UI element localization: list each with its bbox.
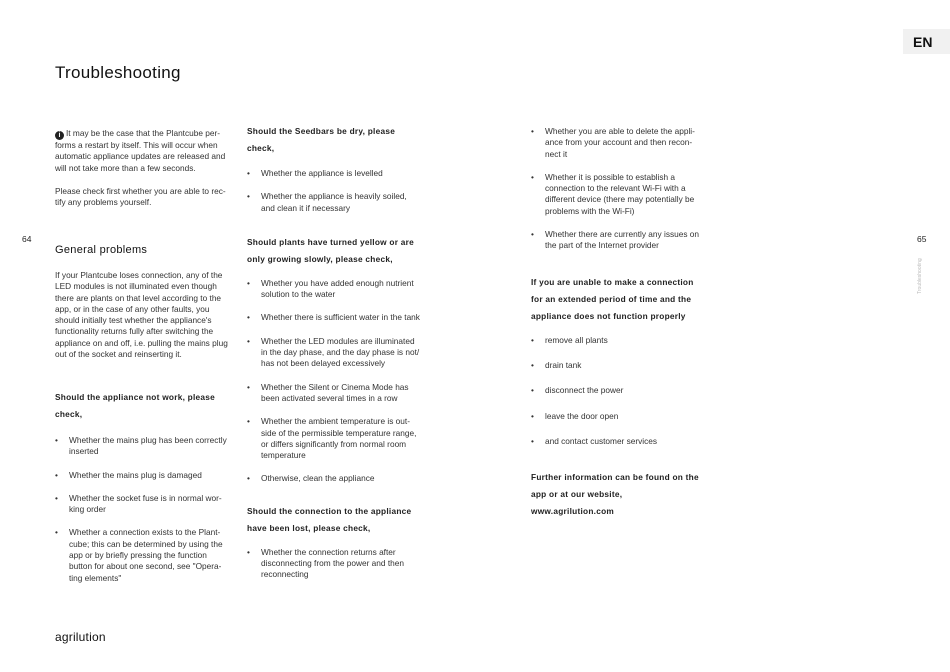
seedbars-heading: Should the Seedbars be dry, please check, <box>247 126 396 153</box>
general-text: If your Plantcube loses connection, any of the LED modules is not illuminated even though there are plants on that level according to the app, or in the case of any other faults, you should initially test whether the appliance's functionality returns fully after switching the appliance on and off, i.e. pulling the mains plug out of the socket and reinserting it. <box>55 270 228 360</box>
list-item: • Whether the appliance is levelled <box>247 168 420 179</box>
list-item: • Whether the appliance is heavily soiled, and clean it if necessary <box>247 191 420 214</box>
list-item: • Whether the socket fuse is in normal working order <box>55 493 228 516</box>
info-icon: i <box>55 131 64 140</box>
list-item: • Whether the mains plug has been correctly inserted <box>55 435 228 458</box>
list-item: • Whether the ambient temperature is outside of the permissible temperature range, or differs significantly from normal room temperature <box>247 416 420 461</box>
list-item: • Whether there is sufficient water in the tank <box>247 312 420 323</box>
intro-text: It may be the case that the Plantcube performs a restart by itself. This will occur when automatic appliance updates are released and will not take more than a few seconds. <box>55 128 226 173</box>
list-item: • disconnect the power <box>531 385 701 396</box>
list-item: • Whether the connection returns after disconnecting from the power and then reconnecting <box>247 547 420 581</box>
unable-heading: If you are unable to make a connection for an extended period of time and the appliance does not function properly <box>531 276 694 321</box>
further-info: Further information can be found on the app or at our website, www.agrilution.com <box>531 472 699 517</box>
list-item: • Whether you have added enough nutrient solution to the water <box>247 278 420 301</box>
column-2 <box>247 123 420 593</box>
lost-heading: Should the connection to the appliance have been lost, please check, <box>247 505 412 533</box>
list-item: • Whether there are currently any issues on the part of the Internet provider <box>531 229 701 252</box>
list-item: • remove all plants <box>531 335 701 346</box>
page-number-left: 64 <box>22 234 32 244</box>
list-item: • Whether the mains plug is damaged <box>55 470 228 481</box>
page-number-right: 65 <box>917 234 927 244</box>
list-item: • leave the door open <box>531 411 701 422</box>
list-item: • and contact customer services <box>531 436 701 447</box>
intro-text-2: Please check first whether you are able to rectify any problems yourself. <box>55 185 226 208</box>
side-label: Troubleshooting <box>917 258 923 294</box>
list-item: • Whether the Silent or Cinema Mode has been activated several times in a row <box>247 382 420 405</box>
not-work-block <box>55 389 228 596</box>
unable-list <box>531 335 701 447</box>
language-tab[interactable]: EN <box>903 29 950 54</box>
seedbars-list <box>247 168 420 214</box>
lost-list <box>247 547 420 581</box>
not-work-list <box>55 435 228 584</box>
list-item: • drain tank <box>531 360 701 371</box>
column-3 <box>531 126 701 520</box>
page-title: Troubleshooting <box>55 63 181 82</box>
general-heading: General problems <box>55 244 148 256</box>
list-item: • Whether it is possible to establish a connection to the relevant Wi-Fi with a different device (there may potentially be problems with the Wi-Fi) <box>531 172 701 217</box>
yellow-list <box>247 278 420 485</box>
connection-list <box>531 126 701 252</box>
column-1 <box>55 128 228 220</box>
list-item: • Otherwise, clean the appliance <box>247 473 420 484</box>
not-work-heading: Should the appliance not work, please check, <box>55 392 216 419</box>
general-block <box>55 270 228 372</box>
list-item: • Whether you are able to delete the appliance from your account and then reconnect it <box>531 126 701 160</box>
yellow-heading: Should plants have turned yellow or are only growing slowly, please check, <box>247 236 414 264</box>
brand-logo: agrilution <box>55 630 106 644</box>
list-item: • Whether the LED modules are illuminated in the day phase, and the day phase is not/ has not been delayed excessively <box>247 336 420 370</box>
list-item: • Whether a connection exists to the Plantcube; this can be determined by using the app or by briefly pressing the function button for about one second, see "Operating elements" <box>55 527 228 583</box>
